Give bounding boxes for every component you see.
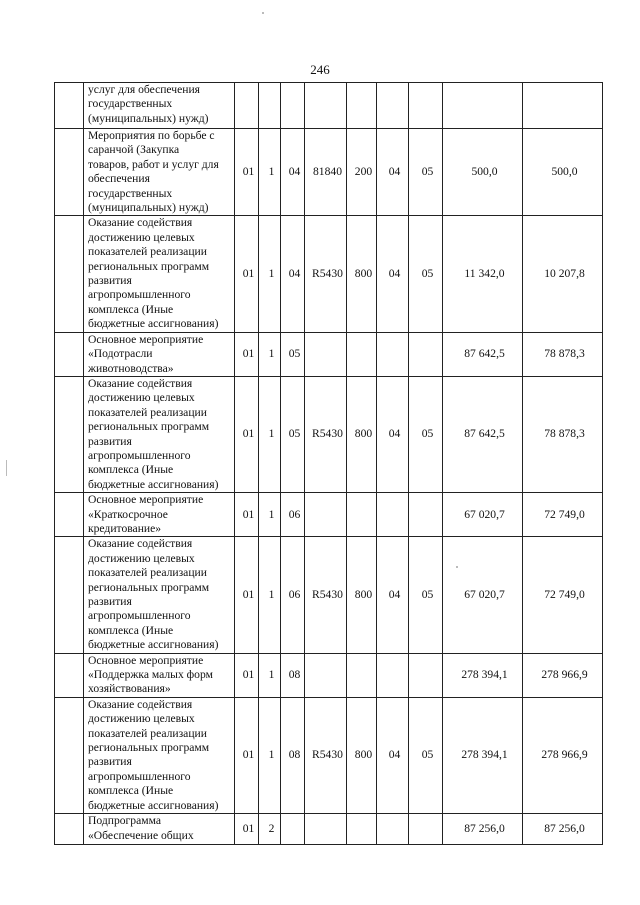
cell-c3: 05 (281, 332, 305, 376)
table-row (55, 653, 603, 697)
scan-speck (6, 460, 7, 476)
cell-c7: 05 (409, 376, 443, 492)
cell-v2: 278 966,9 (523, 697, 603, 813)
cell-c3: 04 (281, 129, 305, 216)
cell-c4 (305, 332, 347, 376)
table-row (55, 332, 603, 376)
scan-speck (456, 566, 458, 568)
cell-v2: 278 966,9 (523, 653, 603, 697)
scan-speck (262, 12, 264, 14)
cell-v1: 278 394,1 (443, 653, 523, 697)
cell-c6 (377, 332, 409, 376)
cell-c4: R5430 (305, 216, 347, 332)
cell-c5 (347, 814, 377, 845)
cell-c6: 04 (377, 537, 409, 653)
cell-c6 (377, 814, 409, 845)
cell-v2: 78 878,3 (523, 332, 603, 376)
page-number: 246 (310, 62, 330, 77)
cell-c5: 200 (347, 129, 377, 216)
cell-c1: 01 (235, 493, 259, 537)
cell-c2 (259, 83, 281, 129)
cell-v2: 87 256,0 (523, 814, 603, 845)
cell-c5: 800 (347, 537, 377, 653)
table-row (55, 537, 603, 653)
cell-c6: 04 (377, 376, 409, 492)
blank-cell (55, 83, 84, 129)
cell-v1: 87 642,5 (443, 376, 523, 492)
row-name-cell: Мероприятия по борьбе с саранчой (Закупка товаров, работ и услуг для обеспечения государственных (муниципальных) нужд) (84, 129, 235, 216)
cell-c1: 01 (235, 376, 259, 492)
cell-c1: 01 (235, 697, 259, 813)
cell-c4: 81840 (305, 129, 347, 216)
cell-c3 (281, 814, 305, 845)
row-name-cell: Основное мероприятие «Подотрасли животноводства» (84, 332, 235, 376)
cell-c1: 01 (235, 653, 259, 697)
cell-c4: R5430 (305, 376, 347, 492)
cell-c3: 08 (281, 653, 305, 697)
blank-cell (55, 537, 84, 653)
blank-cell (55, 697, 84, 813)
table-row (55, 814, 603, 845)
cell-c7 (409, 653, 443, 697)
blank-cell (55, 129, 84, 216)
table-row (55, 129, 603, 216)
table-row (55, 83, 603, 129)
cell-c4: R5430 (305, 537, 347, 653)
cell-c7: 05 (409, 537, 443, 653)
cell-c5 (347, 653, 377, 697)
cell-c6: 04 (377, 216, 409, 332)
row-name-cell: услуг для обеспечения государственных (муниципальных) нужд) (84, 83, 235, 129)
blank-cell (55, 376, 84, 492)
cell-c3: 08 (281, 697, 305, 813)
cell-c5 (347, 493, 377, 537)
cell-c6: 04 (377, 697, 409, 813)
cell-c5: 800 (347, 216, 377, 332)
cell-v1: 87 256,0 (443, 814, 523, 845)
cell-c1: 01 (235, 129, 259, 216)
row-name-cell: Оказание содействия достижению целевых показателей реализации региональных программ развития агропромышленного комплекса (Иные бюджетные ассигнования) (84, 537, 235, 653)
cell-c2: 2 (259, 814, 281, 845)
cell-c1: 01 (235, 216, 259, 332)
blank-cell (55, 814, 84, 845)
cell-v1: 67 020,7 (443, 537, 523, 653)
cell-c1: 01 (235, 332, 259, 376)
table-row (55, 697, 603, 813)
cell-c1 (235, 83, 259, 129)
cell-c6: 04 (377, 129, 409, 216)
cell-v1: 67 020,7 (443, 493, 523, 537)
cell-c7 (409, 493, 443, 537)
cell-c5: 800 (347, 697, 377, 813)
cell-c2: 1 (259, 537, 281, 653)
blank-cell (55, 653, 84, 697)
cell-c3: 04 (281, 216, 305, 332)
cell-c7 (409, 814, 443, 845)
cell-c4 (305, 493, 347, 537)
row-name-cell: Оказание содействия достижению целевых показателей реализации региональных программ развития агропромышленного комплекса (Иные бюджетные ассигнования) (84, 376, 235, 492)
cell-v2: 72 749,0 (523, 493, 603, 537)
cell-c2: 1 (259, 332, 281, 376)
blank-cell (55, 332, 84, 376)
cell-c4 (305, 83, 347, 129)
table-row (55, 216, 603, 332)
cell-c2: 1 (259, 129, 281, 216)
cell-c4 (305, 653, 347, 697)
cell-c6 (377, 493, 409, 537)
cell-c2: 1 (259, 653, 281, 697)
table-body (55, 83, 603, 845)
table-row (55, 376, 603, 492)
cell-c4: R5430 (305, 697, 347, 813)
cell-c3: 06 (281, 537, 305, 653)
blank-cell (55, 216, 84, 332)
cell-c2: 1 (259, 216, 281, 332)
cell-c7: 05 (409, 216, 443, 332)
cell-c6 (377, 653, 409, 697)
cell-c6 (377, 83, 409, 129)
row-name-cell: Основное мероприятие «Поддержка малых форм хозяйствования» (84, 653, 235, 697)
cell-c5 (347, 83, 377, 129)
cell-v2: 500,0 (523, 129, 603, 216)
cell-c4 (305, 814, 347, 845)
cell-c7: 05 (409, 129, 443, 216)
cell-c2: 1 (259, 376, 281, 492)
cell-c1: 01 (235, 814, 259, 845)
cell-c3: 06 (281, 493, 305, 537)
cell-v1: 500,0 (443, 129, 523, 216)
cell-c2: 1 (259, 697, 281, 813)
row-name-cell: Основное мероприятие «Краткосрочное кредитование» (84, 493, 235, 537)
cell-v2: 10 207,8 (523, 216, 603, 332)
budget-table (54, 82, 603, 845)
cell-c5: 800 (347, 376, 377, 492)
row-name-cell: Подпрограмма «Обеспечение общих (84, 814, 235, 845)
cell-c2: 1 (259, 493, 281, 537)
cell-v1: 87 642,5 (443, 332, 523, 376)
cell-v1: 278 394,1 (443, 697, 523, 813)
cell-c1: 01 (235, 537, 259, 653)
cell-v1 (443, 83, 523, 129)
blank-cell (55, 493, 84, 537)
cell-c7 (409, 332, 443, 376)
cell-v2: 72 749,0 (523, 537, 603, 653)
cell-c7 (409, 83, 443, 129)
cell-c3 (281, 83, 305, 129)
cell-c3: 05 (281, 376, 305, 492)
cell-v2: 78 878,3 (523, 376, 603, 492)
cell-v1: 11 342,0 (443, 216, 523, 332)
row-name-cell: Оказание содействия достижению целевых показателей реализации региональных программ развития агропромышленного комплекса (Иные бюджетные ассигнования) (84, 216, 235, 332)
row-name-cell: Оказание содействия достижению целевых показателей реализации региональных программ развития агропромышленного комплекса (Иные бюджетные ассигнования) (84, 697, 235, 813)
cell-c5 (347, 332, 377, 376)
cell-v2 (523, 83, 603, 129)
cell-c7: 05 (409, 697, 443, 813)
table-row (55, 493, 603, 537)
